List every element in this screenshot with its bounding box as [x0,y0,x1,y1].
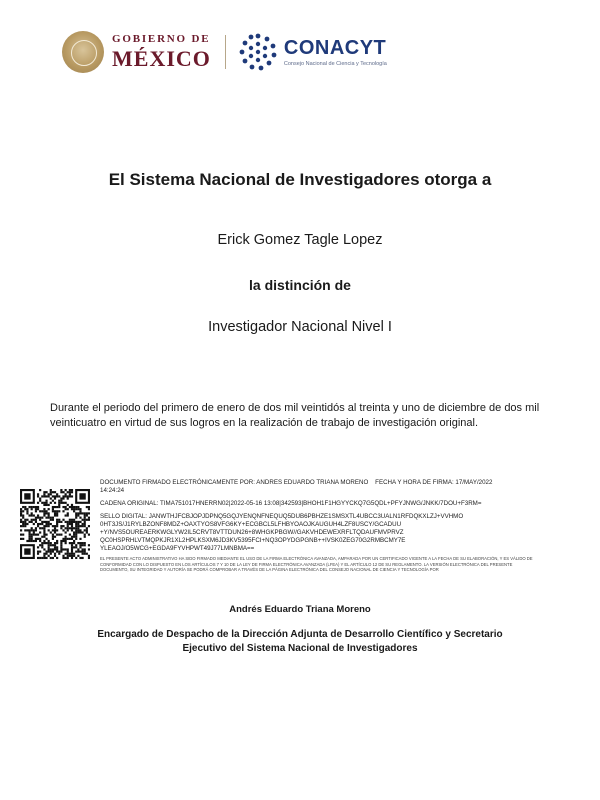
signed-by-row [100,479,540,487]
signature-datetime: FECHA Y HORA DE FIRMA: 17/MAY/2022 [375,479,493,486]
distinction-label: la distinción de [249,277,351,293]
sello-line-5: YLEAOJ/O5WCG+EGDA9FYVHPWT49J77LMNBMA== [100,545,255,552]
logo-divider [225,35,226,69]
signature-time: 14:24:24 [100,487,125,494]
gob-line2: MÉXICO [112,46,211,71]
recipient-name: Erick Gomez Tagle Lopez [217,232,383,248]
certificate-title: El Sistema Nacional de Investigadores otorga a [108,170,492,189]
conacyt-name: CONACYT [283,37,387,59]
legal-notice: EL PRESENTE ACTO ADMINISTRATIVO HA SIDO FIRMADO MEDIANTE EL USO DE LA FIRMA ELECTRÓNICA AVANZADA, AMPARADA POR UN CERTIFICADO VIGENTE A LA FECHA DE SU ELABORACIÓN, Y ES VÁLIDO DE CONFORMIDAD CON LO DISPUESTO EN LOS ARTÍCULOS 7 Y 10 DE LA LEY DE FIRMA ELECTRÓNICA AVANZADA (LFEA) Y EL ARTÍCULO 12 DE SU REGLAMENTO. LA VERSIÓN ELECTRÓNICA DEL PRESENTE DOCUMENTO, SU INTEGRIDAD Y AUTORÍA SE PODRÁ COMPROBAR A TRAVÉS DE LA PÁGINA ELECTRÓNICA DEL CONSEJO NACIONAL DE CIENCIA Y TECNOLOGÍA POR [100,556,533,573]
sello-line-1: SELLO DIGITAL: JANWTHJFCBJOPJDPNQ5GQJYENQNFNEQUQ5DUB6PBHZE1SMSXTL4UBCC3UALN1RFDQKXLZJ+VVHMO [100,513,464,520]
qr-code-icon [20,484,90,564]
cadena-original: CADENA ORIGINAL: TIMA751017HNERRN02|2022-05-16 13:08|342593|BHOH1F1HGYYCKQ7G5QDL+PFYJNWG/JNKK/7DOU+F3RM= [100,500,482,507]
mexico-seal-icon [62,31,104,73]
conacyt-subtitle: Consejo Nacional de Ciencia y Tecnología [283,61,387,67]
signed-by: DOCUMENTO FIRMADO ELECTRÓNICAMENTE POR: ANDRES EDUARDO TRIANA MORENO [100,479,369,486]
electronic-signature-block [100,479,540,573]
sello-line-3: +Y/NVS5OUREAERKWGLYW2IL5CRVT8VTTDUN26+8WHGKPBGW//GAKVHDEWEXRFLTQDAUFMVPRVZ [100,529,404,536]
header-logos [62,26,387,78]
sello-line-2: 0HT3JS/J1RYLBZONF8MDZ+OAXTYOS8VFG6KY+ECGBCL5LFHBYOAOJKAUGUH4LZF8USCY/GCADUU [100,521,402,528]
distinction-level: Investigador Nacional Nivel I [208,319,392,335]
signer-name: Andrés Eduardo Triana Moreno [229,604,371,615]
validity-period: Durante el periodo del primero de enero de dos mil veintidós al treinta y uno de diciembre de dos mil veinticuatro en virtud de sus logros en la realización de trabajo de investigación original. [50,402,540,429]
conacyt-dots-icon [238,32,278,72]
gobierno-de-mexico-logo [112,34,211,70]
gob-line1: GOBIERNO DE [112,33,211,45]
signer-role: Encargado de Despacho de la Dirección Adjunta de Desarrollo Científico y Secretario Ejecutivo del Sistema Nacional de Investigadores [97,629,503,654]
conacyt-logo [284,37,387,67]
sello-line-4: QC0HSPRHLVTMQPKJR1XL2HPLKSXM6JD3KV5395FCI+NQ3OPYDGPGNB++IVSK0ZEG70G2RMBCMY7E [100,537,406,544]
